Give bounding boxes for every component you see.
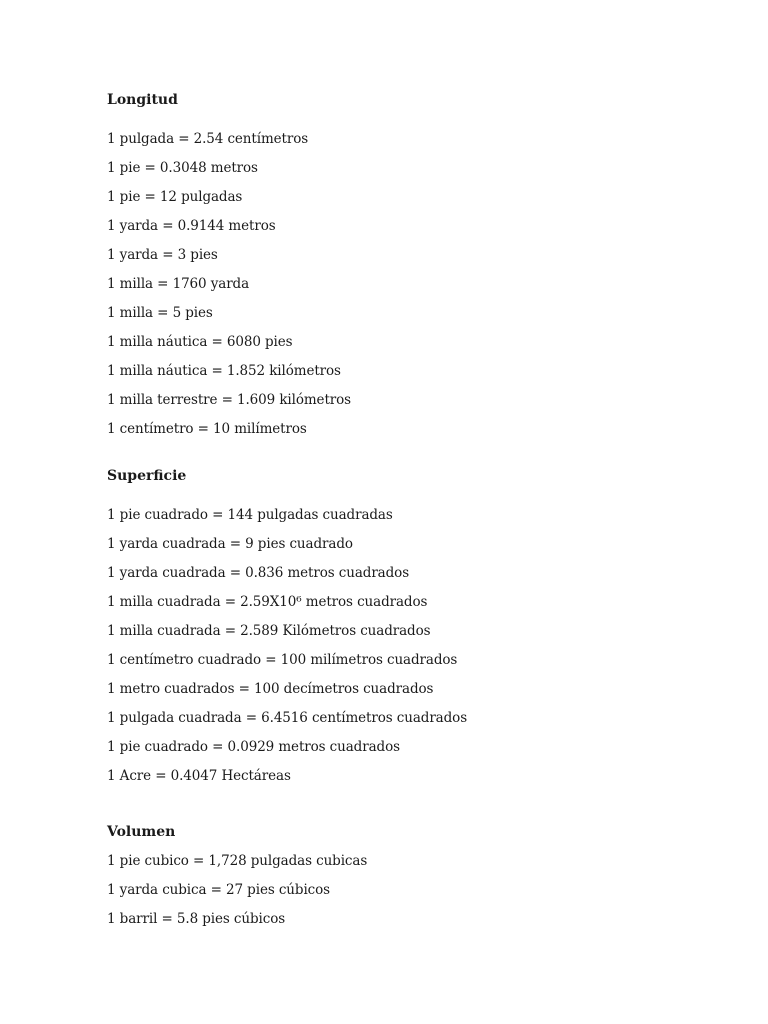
conversion-line: 1 barril = 5.8 pies cúbicos — [107, 911, 286, 927]
conversion-line: 1 pie = 12 pulgadas — [107, 189, 243, 205]
conversion-line: 1 milla = 5 pies — [107, 305, 213, 321]
conversion-line: 1 milla náutica = 1.852 kilómetros — [107, 363, 341, 379]
conversion-line: 1 milla = 1760 yarda — [107, 276, 250, 292]
conversion-line: 1 yarda = 0.9144 metros — [107, 218, 276, 234]
conversion-line: 1 centímetro = 10 milímetros — [107, 421, 307, 437]
section-heading-volumen: Volumen — [107, 824, 176, 840]
conversion-line: 1 yarda cuadrada = 0.836 metros cuadrados — [107, 565, 410, 581]
conversion-line: 1 yarda cubica = 27 pies cúbicos — [107, 882, 330, 898]
section-heading-superficie: Superficie — [107, 468, 187, 484]
conversion-line: 1 centímetro cuadrado = 100 milímetros cuadrados — [107, 652, 458, 668]
conversion-line: 1 metro cuadrados = 100 decímetros cuadrados — [107, 681, 434, 697]
conversion-line: 1 milla cuadrada = 2.589 Kilómetros cuadrados — [107, 623, 431, 639]
conversion-line: 1 pulgada cuadrada = 6.4516 centímetros cuadrados — [107, 710, 468, 726]
conversion-line: 1 milla náutica = 6080 pies — [107, 334, 293, 350]
conversion-line: 1 pie cubico = 1,728 pulgadas cubicas — [107, 853, 368, 869]
conversion-line: 1 pie cuadrado = 0.0929 metros cuadrados — [107, 739, 400, 755]
conversion-line: 1 yarda cuadrada = 9 pies cuadrado — [107, 536, 353, 552]
conversion-line: 1 Acre = 0.4047 Hectáreas — [107, 768, 291, 784]
conversion-line: 1 pulgada = 2.54 centímetros — [107, 131, 309, 147]
conversion-line: 1 yarda = 3 pies — [107, 247, 218, 263]
conversion-line: 1 pie = 0.3048 metros — [107, 160, 258, 176]
conversion-line: 1 milla cuadrada = 2.59X10⁶ metros cuadrados — [107, 594, 428, 610]
conversion-line: 1 pie cuadrado = 144 pulgadas cuadradas — [107, 507, 393, 523]
conversion-line: 1 milla terrestre = 1.609 kilómetros — [107, 392, 351, 408]
section-heading-longitud: Longitud — [107, 92, 178, 108]
